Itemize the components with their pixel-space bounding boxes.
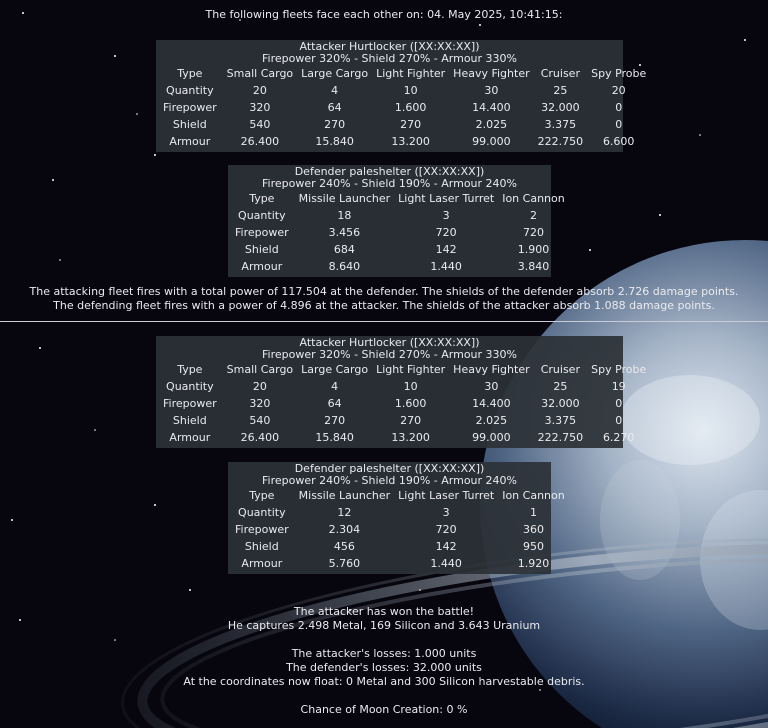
table-cell: Light Laser Turret (398, 192, 495, 205)
table-cell: 25 (553, 84, 568, 97)
report-headline: The following fleets face each other on: 04. May 2025, 10:41:15: (205, 8, 563, 21)
table-cell: 14.400 (472, 397, 511, 410)
table-cell: Spy Probe (591, 363, 647, 376)
table-cell: 20 (252, 84, 267, 97)
table-cell: 32.000 (541, 101, 580, 114)
table-cell: 540 (249, 414, 271, 427)
table-cell: 26.400 (240, 431, 280, 444)
fleet-tech: Firepower 320% - Shield 270% - Armour 330% (262, 348, 517, 361)
table-cell: 19 (611, 380, 626, 393)
table-row (231, 224, 569, 241)
table-cell: 3 (442, 209, 450, 222)
table-cell: 0 (615, 397, 623, 410)
table-cell: Firepower (235, 523, 289, 536)
table-cell: 720 (435, 523, 457, 536)
table-cell: 270 (400, 414, 422, 427)
table-row (231, 207, 569, 224)
table-cell: 26.400 (240, 135, 280, 148)
table-cell: 64 (327, 101, 342, 114)
table-cell: 4 (331, 84, 339, 97)
table-cell: 1.440 (430, 260, 462, 273)
table-cell: 1.600 (394, 397, 427, 410)
table-cell: Light Fighter (376, 363, 446, 376)
table-cell: Light Laser Turret (398, 489, 495, 502)
table-header (231, 487, 569, 504)
table-cell: 12 (337, 506, 352, 519)
fleet-table (159, 361, 650, 446)
table-cell: 0 (615, 414, 623, 427)
table-cell: 1 (529, 506, 537, 519)
fleet-tech: Firepower 240% - Shield 190% - Armour 240% (262, 474, 517, 487)
table-cell: 20 (252, 380, 267, 393)
table-cell: 18 (337, 209, 352, 222)
fleet-title: Defender paleshelter ([XX:XX:XX]) (294, 165, 485, 178)
table-row (159, 133, 650, 150)
table-cell: 540 (249, 118, 271, 131)
table-cell: Type (177, 67, 203, 80)
table-cell: Armour (241, 557, 283, 570)
table-cell: 456 (333, 540, 355, 553)
table-cell: 3.375 (544, 118, 577, 131)
table-cell: 99.000 (472, 431, 511, 444)
table-cell: Type (249, 192, 275, 205)
table-row (231, 538, 569, 555)
table-cell: Quantity (238, 506, 286, 519)
table-row (159, 99, 650, 116)
table-cell: 10 (403, 84, 418, 97)
table-cell: Quantity (166, 84, 214, 97)
fleet-title: Defender paleshelter ([XX:XX:XX]) (294, 462, 485, 475)
table-cell: Firepower (235, 226, 289, 239)
table-cell: Quantity (166, 380, 214, 393)
table-cell: 684 (333, 243, 355, 256)
table-cell: Armour (241, 260, 283, 273)
table-cell: 222.750 (537, 431, 584, 444)
table-cell: 320 (249, 397, 271, 410)
table-cell: 2.304 (328, 523, 361, 536)
table-cell: 20 (611, 84, 626, 97)
table-row (159, 378, 650, 395)
table-cell: 3.840 (517, 260, 550, 273)
fleet-tech: Firepower 320% - Shield 270% - Armour 330% (262, 52, 517, 65)
table-row (159, 395, 650, 412)
table-cell: 3.456 (328, 226, 361, 239)
table-cell: Ion Cannon (502, 192, 565, 205)
table-cell: Armour (169, 431, 211, 444)
table-cell: 13.200 (391, 135, 430, 148)
table-header (159, 361, 650, 378)
table-cell: Armour (169, 135, 211, 148)
table-cell: 270 (324, 414, 346, 427)
table-header (231, 190, 569, 207)
table-cell: 6.270 (602, 431, 635, 444)
table-row (231, 258, 569, 275)
table-cell: 720 (435, 226, 457, 239)
table-cell: Missile Launcher (298, 192, 391, 205)
table-cell: 950 (522, 540, 544, 553)
table-cell: Type (177, 363, 203, 376)
table-cell: 8.640 (328, 260, 361, 273)
debris-text: At the coordinates now float: 0 Metal and 300 Silicon harvestable debris. (183, 675, 585, 688)
fleet-tech: Firepower 240% - Shield 190% - Armour 240% (262, 177, 517, 190)
table-cell: Type (249, 489, 275, 502)
table-cell: Shield (172, 118, 207, 131)
table-row (159, 412, 650, 429)
attack-log-line: The attacking fleet fires with a total power of 117.504 at the defender. The shields of the defender absorb 2.726 damage points. (29, 285, 739, 298)
table-cell: Shield (244, 540, 279, 553)
table-cell: 0 (615, 101, 623, 114)
table-cell: 142 (435, 540, 457, 553)
round1-log (0, 285, 768, 313)
table-cell: Heavy Fighter (453, 67, 530, 80)
fleet-title: Attacker Hurtlocker ([XX:XX:XX]) (299, 336, 480, 349)
table-cell: 30 (484, 380, 499, 393)
table-cell: 15.840 (315, 135, 354, 148)
table-cell: 13.200 (391, 431, 430, 444)
defender-losses: The defender's losses: 32.000 units (286, 661, 482, 674)
table-cell: 2 (529, 209, 537, 222)
round-divider (0, 321, 768, 322)
table-cell: 1.920 (517, 557, 550, 570)
table-cell: 15.840 (315, 431, 354, 444)
table-cell: Heavy Fighter (453, 363, 530, 376)
table-cell: Ion Cannon (502, 489, 565, 502)
table-row (231, 241, 569, 258)
table-cell: 25 (553, 380, 568, 393)
table-cell: 320 (249, 101, 271, 114)
table-cell: 720 (522, 226, 544, 239)
table-row (231, 521, 569, 538)
table-cell: 10 (403, 380, 418, 393)
winner-text: The attacker has won the battle! (293, 605, 475, 618)
table-cell: 3.375 (544, 414, 577, 427)
defense-log-line: The defending fleet fires with a power of 4.896 at the attacker. The shields of the attacker absorb 1.088 damage points. (53, 299, 715, 312)
table-cell: 2.025 (475, 118, 508, 131)
table-cell: 32.000 (541, 397, 580, 410)
table-cell: Firepower (163, 101, 217, 114)
table-cell: Light Fighter (376, 67, 446, 80)
table-cell: 4 (331, 380, 339, 393)
table-cell: 1.600 (394, 101, 427, 114)
table-cell: Shield (172, 414, 207, 427)
table-cell: Missile Launcher (298, 489, 391, 502)
table-cell: Small Cargo (226, 363, 294, 376)
battle-result (0, 605, 768, 717)
fleet-table (231, 487, 569, 572)
table-row (159, 429, 650, 446)
table-row (231, 504, 569, 521)
table-cell: Cruiser (540, 363, 580, 376)
table-cell: Small Cargo (226, 67, 294, 80)
fleet-title: Attacker Hurtlocker ([XX:XX:XX]) (299, 40, 480, 53)
table-cell: 142 (435, 243, 457, 256)
table-row (159, 116, 650, 133)
table-row (159, 82, 650, 99)
table-row (231, 555, 569, 572)
moon-chance: Chance of Moon Creation: 0 % (300, 703, 468, 716)
table-cell: Cruiser (540, 67, 580, 80)
defender-fleet-round2 (228, 462, 565, 574)
table-cell: 99.000 (472, 135, 511, 148)
table-cell: Firepower (163, 397, 217, 410)
fleet-table (231, 190, 569, 275)
table-cell: Large Cargo (301, 363, 369, 376)
table-cell: Spy Probe (591, 67, 647, 80)
table-cell: 14.400 (472, 101, 511, 114)
table-cell: 64 (327, 397, 342, 410)
table-cell: 1.900 (517, 243, 550, 256)
table-cell: Large Cargo (301, 67, 369, 80)
table-cell: 270 (324, 118, 346, 131)
table-cell: Shield (244, 243, 279, 256)
attacker-losses: The attacker's losses: 1.000 units (291, 647, 477, 660)
attacker-fleet-round2 (156, 336, 647, 448)
table-cell: 6.600 (602, 135, 635, 148)
table-cell: 30 (484, 84, 499, 97)
table-cell: 0 (615, 118, 623, 131)
table-cell: Quantity (238, 209, 286, 222)
table-cell: 270 (400, 118, 422, 131)
table-cell: 1.440 (430, 557, 462, 570)
table-cell: 360 (522, 523, 544, 536)
table-cell: 5.760 (328, 557, 361, 570)
table-header (159, 65, 650, 82)
capture-text: He captures 2.498 Metal, 169 Silicon and 3.643 Uranium (227, 619, 541, 632)
attacker-fleet-round1 (156, 40, 647, 152)
table-cell: 3 (442, 506, 450, 519)
defender-fleet-round1 (228, 165, 565, 277)
fleet-table (159, 65, 650, 150)
table-cell: 222.750 (537, 135, 584, 148)
table-cell: 2.025 (475, 414, 508, 427)
